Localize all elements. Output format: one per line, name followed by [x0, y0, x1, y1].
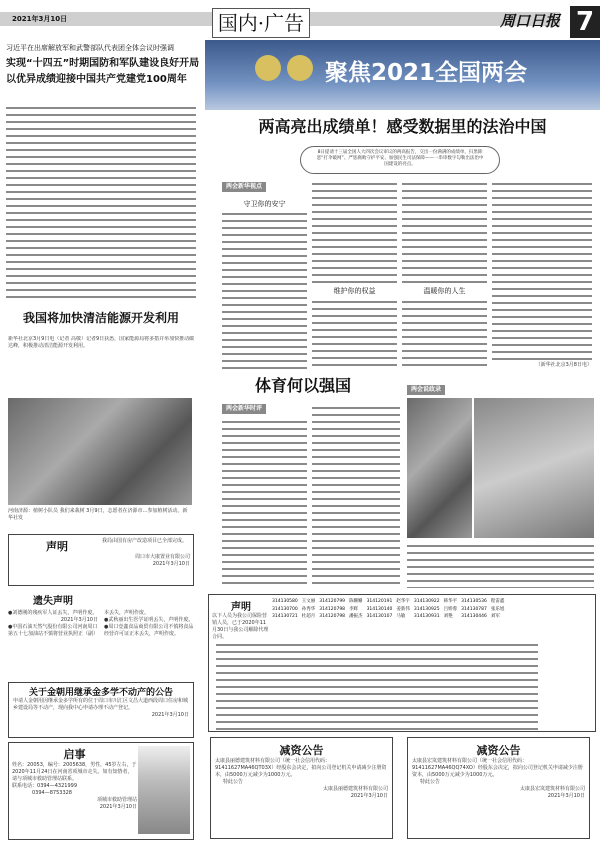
table-cell: 314130580 [272, 599, 298, 604]
table-row [270, 606, 506, 614]
law-subhead: 维护你的权益 [333, 287, 376, 295]
law-column [312, 180, 397, 285]
lost-item: ●武秋丽出生医学证明丢失，声明作废。 [104, 617, 194, 623]
energy-body: 新华社北京3月9日电（记者 高敬）记者9日获悉，国家能源局将多措并举加快推动碳达峰，积极推动清洁能源开发利用。 [8, 336, 195, 349]
capital-reduction-notice-2 [407, 737, 590, 839]
missing-person-photo [138, 746, 190, 834]
table-cell: 314130931 [413, 614, 440, 620]
law-column [402, 298, 487, 368]
photo-caption: 河南济源：植树小队员 我们来栽树 3月9日，志愿者在济源市…参加植树活动。新华社发 [8, 508, 188, 521]
table-cell: 314130140 [366, 606, 393, 612]
notice-sign: 太康县宏岚建筑材料有限公司 [519, 786, 585, 792]
energy-title: 我国将加快清洁能源开发利用 [22, 311, 179, 325]
students-photo [474, 398, 594, 538]
table-cell: 314130700 [272, 606, 298, 612]
notice-text: 太康县宏岚建筑材料有限公司（统一社会信用代码：91411627MA46QQ74XO）经股东会决定，拟向公司登记机关申请减少注册资本，由5000万元减少为1000万元。 [412, 758, 583, 778]
photo-tag: 两会说政录 [407, 385, 445, 395]
table-cell: 314120798 [319, 606, 346, 612]
table-cell: 程雷鑫 [490, 599, 505, 604]
speaker-photo [407, 398, 472, 538]
law-column [492, 180, 592, 360]
notice-sign: 周口市大康置业有限公司 [134, 554, 190, 560]
table-cell: 314130107 [366, 614, 393, 620]
sport-column [222, 418, 307, 588]
notice-date: 2021年3月10日 [547, 793, 585, 799]
emblem-icon [287, 55, 313, 81]
missing-sign: 项城市救助管理站 [96, 797, 137, 803]
table-cell: 潘振杰 [349, 614, 363, 620]
table-row [270, 598, 506, 606]
table-cell: 李辉 [349, 606, 359, 612]
table-cell: 314130925 [413, 606, 440, 612]
table-cell: 孙秀华 [301, 606, 316, 612]
section-title: 国内·广告 [212, 8, 310, 38]
table-cell: 314120798 [319, 614, 346, 620]
lost-title: 遗失声明 [33, 596, 73, 607]
notice-text: 太康县丽德建筑材料有限公司（统一社会信用代码：91411627MA46QT03X）经股东会决定，拟向公司登记机关申请减少注册资本，由5000万元减少为1000万元。 [215, 758, 387, 778]
inheritance-text: 申请人金朝用因继承金多学所有的位于周口市川汇区文昌大道西段周口住房和城乡建设局等不动产，现向我中心申请办理不动产登记。 [13, 698, 189, 711]
personnel-table [270, 598, 506, 621]
table-cell: 314130787 [461, 606, 487, 612]
missing-person-notice [8, 742, 194, 840]
law-column [402, 180, 487, 285]
law-subhead: 温暖你的人生 [423, 287, 466, 295]
table-cell: 张乐旭 [490, 606, 505, 612]
table-cell: 刘军 [490, 614, 500, 620]
table-cell: 314120191 [366, 599, 393, 604]
table-cell: 314130446 [461, 614, 487, 620]
lost-notices [8, 592, 194, 638]
inheritance-date: 2021年3月10日 [151, 712, 189, 718]
tree-planting-photo [8, 398, 192, 505]
two-sessions-banner [205, 40, 600, 110]
table-cell: 杜超月 [301, 614, 316, 620]
emblem-icon [255, 55, 281, 81]
phone-1: 0394—4321999 [37, 783, 78, 789]
notice-closing: 特此公告 [223, 779, 244, 785]
table-cell: 314130922 [413, 599, 440, 604]
phone-2: 0394—8753328 [32, 790, 72, 796]
sport-tag: 两会新华时评 [222, 404, 266, 414]
table-cell: 王文丽 [301, 599, 316, 604]
notice-sign: 太康县丽德建筑材料有限公司 [322, 786, 388, 792]
table-cell: 314120799 [319, 599, 346, 604]
newspaper-logo: 周口日报 [500, 12, 561, 30]
notice-date: 2021年3月10日 [350, 793, 388, 799]
lead-title-1: 实现“十四五”时期国防和军队建设良好开局 [6, 58, 200, 69]
law-tag: 两会新华视点 [222, 182, 266, 192]
table-cell: 吕娇蓉 [443, 606, 458, 612]
missing-date: 2021年3月10日 [99, 804, 137, 810]
notice-date: 2021年3月10日 [152, 561, 190, 567]
table-cell: 314130721 [272, 614, 298, 620]
inheritance-title: 关于金朝用继承金多学不动产的公告 [28, 688, 173, 698]
table-cell: 314130536 [461, 599, 487, 604]
law-column [222, 210, 307, 370]
issue-date: 2021年3月10日 [12, 15, 68, 23]
photo-caption [407, 542, 594, 588]
table-cell: 刘艳 [443, 614, 453, 620]
table-row [270, 613, 506, 621]
lead-article [6, 44, 202, 88]
notice-title: 减资公告 [279, 744, 324, 757]
law-summary: 8日提请十三届全国人大四次会议审议的两高报告，交出一份满满的成绩单，扫黑除恶“打伞破网”、严惩腐败守护平安、加强民生司法保障——一串串数字勾勒出法治中国建设的亮点。 [300, 146, 500, 174]
personnel-notice [208, 594, 596, 732]
notice-closing: 特此公告 [420, 779, 441, 785]
lost-item: ●周口壹鑫食品商贸有限公司不慎将食品经营许可证正本丢失，声明作废。 [104, 624, 194, 637]
table-cell: 赵华宇 [396, 599, 410, 604]
law-title: 两高亮出成绩单！感受数据里的法治中国 [258, 117, 547, 136]
lead-title-2: 以优异成绩迎接中国共产党建党100周年 [6, 74, 187, 85]
law-subhead: 守卫你的安宁 [243, 200, 286, 208]
table-cell: 姜新伟 [396, 606, 410, 612]
notice-text: 我局由国有房产改造项目已全部完成。 [102, 538, 188, 544]
personnel-table-rest [216, 641, 538, 732]
table-cell: 马敏 [396, 614, 406, 620]
notice-statement [8, 534, 194, 586]
banner-title: 聚焦2021全国两会 [325, 60, 528, 86]
law-source: （新华社北京3月8日电） [535, 362, 592, 368]
personnel-title: 声明 [231, 602, 251, 613]
personnel-text: 以下人员为我公司保险营销人员，已于2020年11月30日与我公司解除代理合同。 [212, 613, 269, 640]
lead-body [6, 104, 196, 300]
inheritance-notice [8, 682, 194, 738]
lost-item: ●中国石油天然气股份有限公司河南周口第五十七加油站不慎将营业执照正（副）本丢失，声明作废。 [8, 610, 150, 637]
sport-title: 体育何以强国 [255, 376, 352, 395]
missing-text: 姓名：20053，编号：2005638，男性，45岁左右，于2020年11月24日在河南省项城市走失。如有知情者，请与项城市救助管理站联系。 [12, 762, 137, 782]
phone-label: 联系电话： [12, 783, 38, 789]
lost-date: 2021年3月10日 [60, 617, 98, 623]
lost-item: ●刘德刚的残疾军人证丢失，声明作废。 [8, 610, 98, 616]
capital-reduction-notice-1 [210, 737, 393, 839]
law-column [312, 298, 397, 368]
table-cell: 陈姗姗 [349, 599, 363, 604]
lead-kicker: 习近平在出席解放军和武警部队代表团全体会议时强调 [6, 44, 174, 52]
page-number: 7 [570, 6, 600, 38]
missing-title: 启事 [63, 748, 86, 761]
notice-title: 声明 [46, 540, 68, 553]
sport-column [312, 404, 400, 588]
table-cell: 韩华平 [443, 599, 458, 604]
notice-title: 减资公告 [476, 744, 521, 757]
